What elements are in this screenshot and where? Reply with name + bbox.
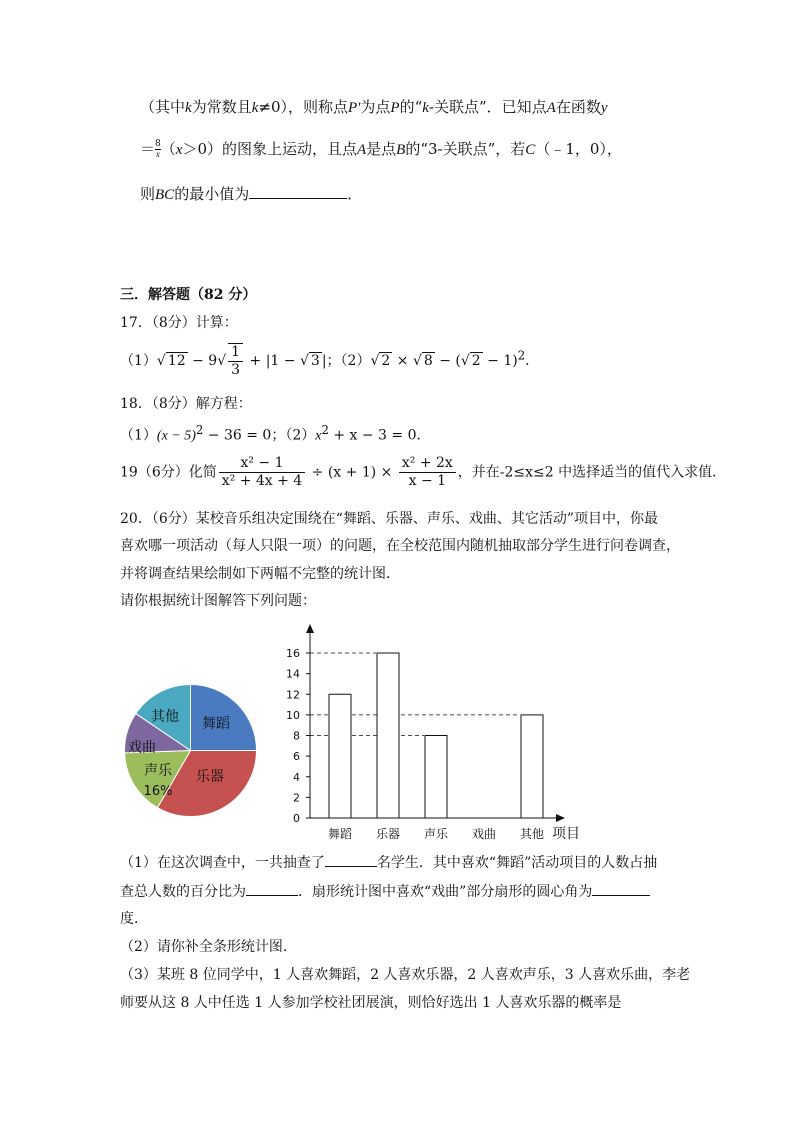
x-axis-title: 项目 <box>552 826 580 842</box>
pie-label-opera: 戏曲 <box>128 740 156 756</box>
y-tick-label: 10 <box>286 708 300 722</box>
pie-chart <box>118 678 263 823</box>
bar-4 <box>521 715 543 818</box>
q19-line: 19（6分）化简 $\frac{\text{x² − 1}}{\text{x² + 4x + 4}}$ ÷ (x + 1) × $\frac{\text{x² + 2x}}{x - 1}$ ，并在-2≤x≤2 中选择适当的值代入求值． <box>120 455 727 489</box>
y-tick-label: 2 <box>293 791 300 805</box>
q20-line3: 并将调查结果绘制如下两幅不完整的统计图． <box>120 566 400 582</box>
pie-label-instrument: 乐器 <box>196 769 224 785</box>
blank-dance-percent[interactable] <box>246 881 298 896</box>
x-category-label: 舞蹈 <box>327 827 353 841</box>
pie-label-other: 其他 <box>151 709 179 725</box>
q20-sub2: （2）请你补全条形统计图． <box>120 939 297 955</box>
pie-label-vocal-percent: 16% <box>143 784 173 799</box>
y-axis-arrow-icon <box>306 624 314 633</box>
blank-opera-angle[interactable] <box>592 881 650 896</box>
x-category-label: 乐器 <box>375 827 401 841</box>
y-tick-label: 16 <box>286 647 300 660</box>
x-category-label: 声乐 <box>423 827 449 841</box>
bar-ticks <box>286 647 310 825</box>
q20-line2: 喜欢哪一项活动（每人只限一项）的问题，在全校范围内随机抽取部分学生进行问卷调查， <box>120 538 680 554</box>
bar-chart <box>275 618 595 848</box>
q20-line4: 请你根据统计图解答下列问题： <box>120 593 316 609</box>
q16-line3: 则BC的最小值为 ． <box>140 185 363 203</box>
q18-expressions: $(1)(x - 5)^2 - 36 = 0$；$(2)x^2 + x - 3 = 0$． <box>120 423 431 444</box>
y-tick-label: 8 <box>293 729 300 743</box>
pie-label-vocal: 声乐 <box>144 763 172 779</box>
q17-head: 17．（8分）计算： <box>120 315 238 331</box>
section-title: 三．解答题（82 分） <box>120 287 257 303</box>
bar-0 <box>329 694 351 818</box>
x-category-label: 戏曲 <box>471 827 497 841</box>
y-tick-label: 4 <box>293 770 300 784</box>
q16-line2: ＝ $\frac{8}{x}(x>0)$的图象上运动，且点A是点B的“3-关联点”，若C（﹣1，0）， <box>140 139 622 159</box>
q18-head: 18．（8分）解方程： <box>120 396 252 412</box>
q20-sub3-line2: 师要从这 8 人中任选 1 人参加学校社团展演，则恰好选出 1 人喜欢乐器的概率是 <box>120 995 622 1011</box>
y-tick-label: 0 <box>293 812 300 825</box>
y-tick-label: 12 <box>286 688 300 702</box>
x-axis-arrow-icon <box>556 814 565 822</box>
y-tick-label: 6 <box>293 750 300 764</box>
q20-line1: 20．（6分）某校音乐组决定围绕在“舞蹈、乐器、声乐、戏曲、其它活动”项目中，你最 <box>120 511 659 527</box>
q16-line1: （其中k为常数且k≠0），则称点P'为点P的“k-关联点”．已知点A在函数y <box>140 98 608 116</box>
x-category-label: 其他 <box>519 827 545 841</box>
q17-expressions: （1）√ 12 − 9√ $\frac{1}{3}$ + |1 − √ 3 |；（2）√ 2 × √ 8 − (√ 2 − 1)$^2$． <box>120 344 540 378</box>
q20-sub1-line1: （1）在这次调查中，一共抽查了 名学生．其中喜欢“舞蹈”活动项目的人数占抽 <box>120 852 657 872</box>
q20-sub1-line2: 查总人数的百分比为 ．扇形统计图中喜欢“戏曲”部分扇形的圆心角为 <box>120 881 650 901</box>
answer-blank[interactable] <box>249 184 347 199</box>
bar-2 <box>425 736 447 819</box>
fraction-8-over-x: $\frac{8}{x}$ <box>155 139 161 159</box>
bar-category-labels <box>328 826 544 841</box>
y-tick-label: 14 <box>286 667 300 681</box>
bar-1 <box>377 653 399 818</box>
pie-label-dance: 舞蹈 <box>202 716 230 732</box>
blank-total-students[interactable] <box>325 852 377 867</box>
q20-sub3-line1: （3）某班 8 位同学中，1 人喜欢舞蹈，2 人喜欢乐器，2 人喜欢声乐，3 人喜欢乐曲，李老 <box>120 967 691 983</box>
q20-sub1-line3: 度． <box>120 911 148 927</box>
